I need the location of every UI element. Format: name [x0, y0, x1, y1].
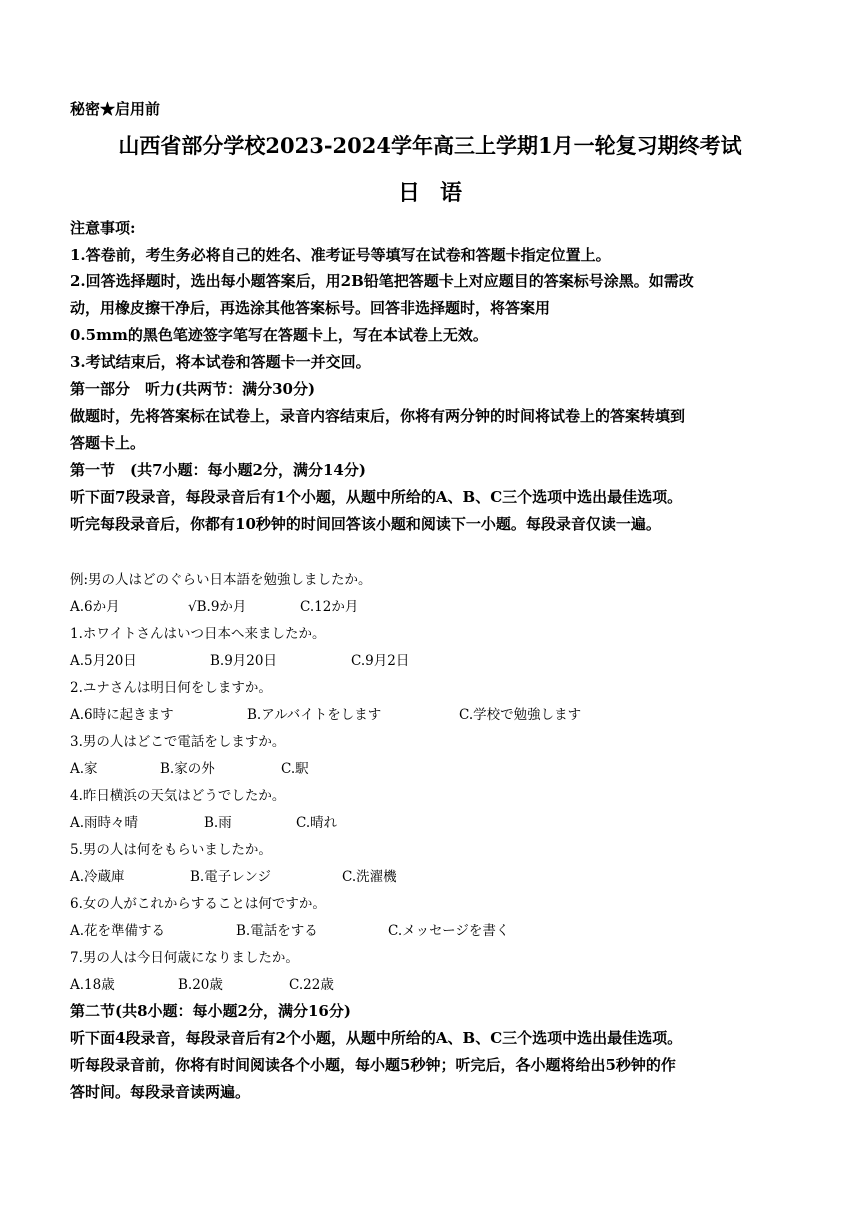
secret-label: 秘密★启用前 [70, 100, 161, 118]
question-1-options [70, 649, 409, 669]
option: A.6時に起きます [70, 707, 174, 723]
section2-desc: 答时间。每段录音读两遍。 [70, 1083, 251, 1101]
part1-desc: 答题卡上。 [70, 434, 146, 452]
question-7: 7.男の人は今日何歳になりましたか。 [70, 950, 299, 966]
option: A.雨時々晴 [70, 815, 139, 831]
option-marked-correct: √B.9か月 [188, 599, 247, 615]
question-4: 4.昨日横浜の天気はどうでしたか。 [70, 788, 286, 804]
section1-desc: 听下面7段录音，每段录音后有1个小题，从题中所给的A、B、C三个选项中选出最佳选项。 [70, 488, 683, 506]
section2-desc: 听下面4段录音，每段录音后有2个小题，从题中所给的A、B、C三个选项中选出最佳选项。 [70, 1029, 683, 1047]
option: C.晴れ [296, 815, 338, 831]
question-1: 1.ホワイトさんはいつ日本へ来ましたか。 [70, 626, 326, 642]
notes-item: 1.答卷前，考生务必将自己的姓名、准考证号等填写在试卷和答题卡指定位置上。 [70, 246, 611, 264]
option: C.メッセージを書く [388, 923, 510, 939]
option: A.6か月 [70, 599, 120, 615]
question-6: 6.女の人がこれからすることは何ですか。 [70, 896, 326, 912]
section1-heading: 第一节 (共7小题：每小题2分，满分14分) [70, 461, 366, 479]
option: C.22歳 [289, 977, 334, 993]
option: C.12か月 [300, 599, 359, 615]
option: B.アルバイトをします [247, 707, 382, 723]
option: A.家 [70, 761, 98, 777]
question-2: 2.ユナさんは明日何をしますか。 [70, 680, 272, 696]
example-options [70, 595, 358, 615]
question-3-options [70, 757, 309, 777]
question-5-options [70, 865, 397, 885]
option: B.電子レンジ [190, 869, 272, 885]
question-5: 5.男の人は何をもらいましたか。 [70, 842, 272, 858]
question-6-options [70, 919, 509, 939]
option: B.20歳 [178, 977, 223, 993]
option: A.花を準備する [70, 923, 166, 939]
option: B.9月20日 [210, 653, 277, 669]
exam-title: 山西省部分学校2023-2024学年高三上学期1月一轮复习期终考试 [118, 133, 742, 158]
option: C.9月2日 [351, 653, 410, 669]
question-3: 3.男の人はどこで電話をしますか。 [70, 734, 286, 750]
option: B.電話をする [236, 923, 318, 939]
section2-heading: 第二节(共8小题：每小题2分，满分16分) [70, 1002, 351, 1020]
option: C.学校で勉強します [459, 707, 582, 723]
option: B.雨 [204, 815, 232, 831]
example-question: 例:男の人はどのぐらい日本語を勉強しましたか。 [70, 572, 372, 588]
notes-item: 2.回答选择题时，选出每小题答案后，用2B铅笔把答题卡上对应题目的答案标号涂黑。如需改 [70, 272, 694, 290]
part1-desc: 做题时，先将答案标在试卷上，录音内容结束后，你将有两分钟的时间将试卷上的答案转填到 [70, 407, 686, 425]
option: B.家の外 [160, 761, 215, 777]
question-4-options [70, 811, 337, 831]
question-7-options [70, 973, 334, 993]
notes-item: 0.5mm的黑色笔迹签字笔写在答题卡上，写在本试卷上无效。 [70, 326, 488, 344]
option: C.洗濯機 [342, 869, 397, 885]
notes-heading: 注意事项: [70, 219, 136, 237]
option: A.5月20日 [70, 653, 137, 669]
option: A.18歳 [70, 977, 115, 993]
section1-desc: 听完每段录音后，你都有10秒钟的时间回答该小题和阅读下一小题。每段录音仅读一遍。 [70, 515, 661, 533]
option: A.冷蔵庫 [70, 869, 125, 885]
subject-title: 日语 [397, 180, 482, 206]
part1-heading: 第一部分 听力(共两节：满分30分) [70, 380, 316, 398]
question-2-options [70, 703, 581, 723]
section2-desc: 听每段录音前，你将有时间阅读各个小题，每小题5秒钟；听完后，各小题将给出5秒钟的作 [70, 1056, 676, 1074]
option: C.駅 [281, 761, 309, 777]
notes-item: 动，用橡皮擦干净后，再选涂其他答案标号。回答非选择题时，将答案用 [70, 299, 551, 317]
notes-item: 3.考试结束后，将本试卷和答题卡一并交回。 [70, 353, 371, 371]
